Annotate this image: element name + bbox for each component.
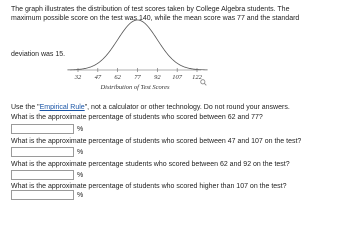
normal-distribution-chart xyxy=(0,0,350,100)
x-tick-label: 107 xyxy=(172,74,183,81)
intro-text-line-2: maximum possible score on the test was 140, while the mean score was 77 and the standard xyxy=(11,15,300,22)
bell-curve-line xyxy=(67,20,207,70)
question-2-text: What is the approximate percentage of students who scored between 47 and 107 on the test? xyxy=(11,138,302,145)
question-1-percent-unit: % xyxy=(77,126,84,133)
question-2-answer-input[interactable] xyxy=(11,147,74,157)
x-tick-label: 92 xyxy=(154,74,161,81)
x-tick-label: 32 xyxy=(74,74,82,81)
intro-text-line-3: deviation was 15. xyxy=(11,51,66,58)
question-3-percent-unit: % xyxy=(77,172,84,179)
question-4-answer-input[interactable] xyxy=(11,190,74,200)
x-axis-label: Distribution of Test Scores xyxy=(100,84,170,91)
question-4-percent-unit: % xyxy=(77,192,84,199)
question-1-answer-input[interactable] xyxy=(11,124,74,134)
x-tick-label: 62 xyxy=(114,74,121,81)
question-3-text: What is the approximate percentage students who scored between 62 and 92 on the test? xyxy=(11,161,290,168)
question-1-text: What is the approximate percentage of students who scored between 62 and 77? xyxy=(11,114,263,121)
intro-text-line-1: The graph illustrates the distribution of test scores taken by College Algebra students. The xyxy=(11,6,290,13)
x-tick-label: 77 xyxy=(134,74,141,81)
instruction-text: Use the "Empirical Rule", not a calculator or other technology. Do not round your answers. xyxy=(11,104,290,111)
x-tick-label: 122 xyxy=(192,74,202,81)
search-icon[interactable] xyxy=(200,79,207,86)
question-3-answer-input[interactable] xyxy=(11,170,74,180)
question-4-text: What is the approximate percentage of students who scored higher than 107 on the test? xyxy=(11,183,287,190)
question-2-percent-unit: % xyxy=(77,149,84,156)
empirical-rule-link[interactable]: Empirical Rule xyxy=(39,104,85,111)
x-tick-label: 47 xyxy=(94,74,102,81)
